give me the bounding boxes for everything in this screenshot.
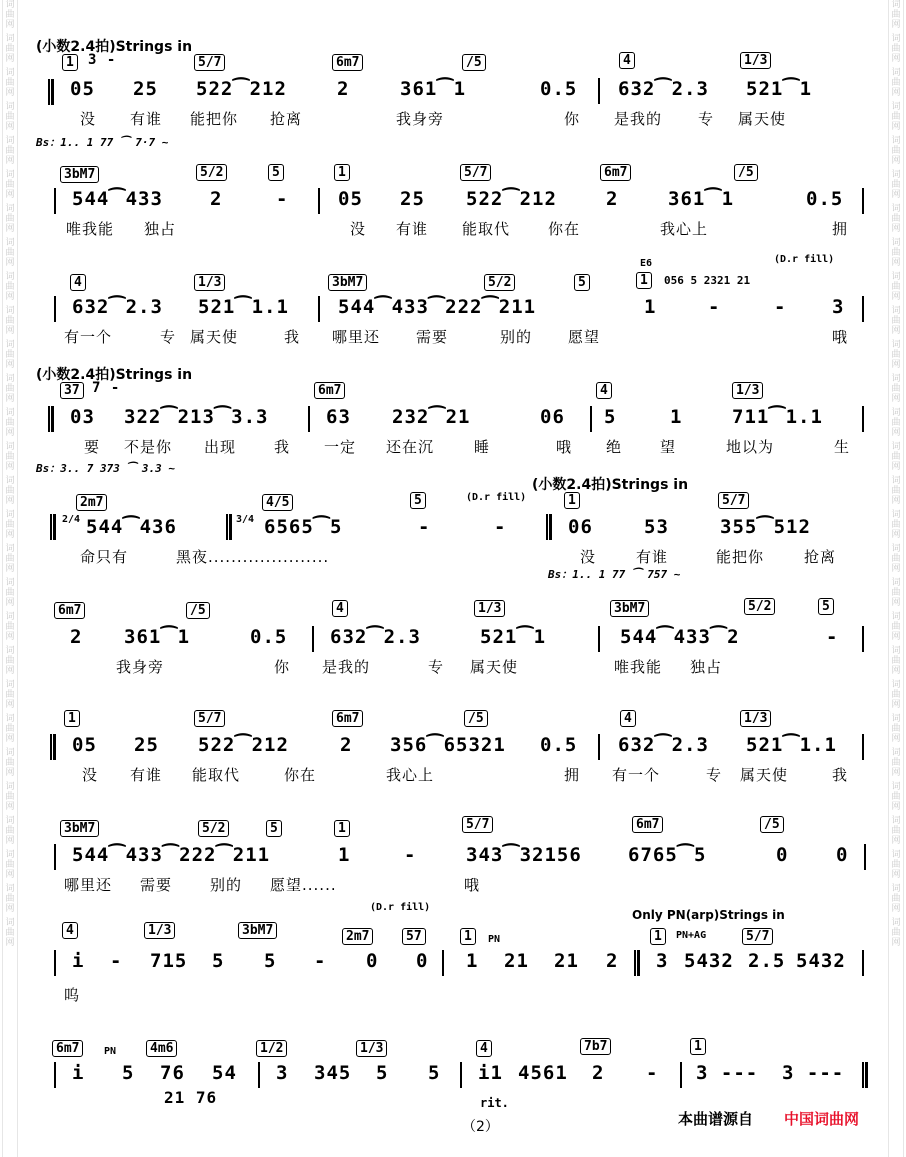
note-group: 6765⁀5 — [628, 844, 707, 866]
lyric: 我身旁 — [116, 658, 165, 676]
repeat-barline — [634, 950, 640, 976]
note-group: 25 — [133, 78, 158, 100]
barline — [54, 1062, 56, 1088]
barline — [442, 950, 444, 976]
chord-symbol: 6m7 — [332, 710, 363, 727]
time-signature: 3/4 — [236, 514, 255, 525]
lyric: 地以为 — [726, 438, 775, 456]
lyric: 需要 — [140, 876, 173, 894]
note-group: 521⁀1.1 — [746, 734, 837, 756]
chord-symbol: 3bM7 — [60, 166, 99, 183]
note-group: 522⁀212 — [466, 188, 557, 210]
barline — [258, 1062, 260, 1088]
direction: Only PN(arp)Strings in — [632, 908, 785, 922]
note-group: - — [110, 950, 123, 972]
chord-symbol: 4 — [62, 922, 78, 939]
note-group: 3 --- — [782, 1062, 845, 1084]
chord-symbol: 6m7 — [314, 382, 345, 399]
lyric: 拥 — [832, 220, 849, 238]
score-row-7 — [0, 704, 906, 824]
score-row-10 — [0, 1028, 906, 1148]
chord-symbol: 4/5 — [262, 494, 293, 511]
lyric: 独占 — [690, 658, 723, 676]
note-group: 0 — [836, 844, 849, 866]
score-row-5 — [0, 474, 906, 594]
note-group: 5 — [376, 1062, 389, 1084]
lyric: 属天使 — [740, 766, 789, 784]
note-group: 21 — [554, 950, 579, 972]
note-group: - — [774, 296, 787, 318]
note-group: 544⁀433⁀222⁀211 — [338, 296, 537, 318]
chord-symbol: 1/3 — [740, 710, 771, 727]
lyric: 有谁 — [130, 766, 163, 784]
barline — [862, 296, 864, 322]
source-label: 本曲谱源自 — [678, 1110, 754, 1128]
time-signature: 2/4 — [62, 514, 81, 525]
lyric: 我心上 — [660, 220, 709, 238]
note-group: 5 — [264, 950, 277, 972]
lyric: 哦 — [832, 328, 849, 346]
chord-symbol: 5/2 — [484, 274, 515, 291]
note-group: - — [826, 626, 839, 648]
note-group: 632⁀2.3 — [330, 626, 421, 648]
barline — [54, 950, 56, 976]
lyric: 你在 — [548, 220, 581, 238]
note-group: 2 — [592, 1062, 605, 1084]
note-group: 5 — [604, 406, 617, 428]
note-group: 3 — [656, 950, 669, 972]
lyric: 属天使 — [470, 658, 519, 676]
chord-symbol: 5/7 — [718, 492, 749, 509]
lyric: 独占 — [144, 220, 177, 238]
lyric: 是我的 — [322, 658, 371, 676]
note-group: 356⁀65321 — [390, 734, 506, 756]
lyric: 你在 — [284, 766, 317, 784]
chord-symbol: /5 — [734, 164, 758, 181]
direction: (小数2.4拍)Strings in — [532, 477, 689, 493]
chord-symbol: 7b7 — [580, 1038, 611, 1055]
lyric: 抢离 — [804, 548, 837, 566]
direction: E6 — [640, 258, 653, 269]
chord-symbol: 5 — [266, 820, 282, 837]
score-row-1 — [0, 34, 906, 154]
barline — [54, 188, 56, 214]
chord-symbol: 5/7 — [462, 816, 493, 833]
direction: (D.r fill) — [370, 902, 431, 913]
lyric: 唯我能 — [66, 220, 115, 238]
score-row-3 — [0, 252, 906, 372]
note-group: 521⁀1 — [746, 78, 813, 100]
note-group: 0.5 — [540, 78, 578, 100]
lyric: 有一个 — [64, 328, 113, 346]
barline — [318, 296, 320, 322]
barline — [598, 78, 600, 104]
note-group: 544⁀436 — [86, 516, 177, 538]
lower-note-group: 21 76 — [164, 1088, 218, 1107]
note-group: 2 — [210, 188, 223, 210]
note-group: 521⁀1 — [480, 626, 547, 648]
note-group: 53 — [644, 516, 669, 538]
page-number: （2） — [462, 1119, 499, 1135]
lyric: 你 — [564, 110, 581, 128]
note-group: 632⁀2.3 — [618, 734, 709, 756]
note-group: 0.5 — [806, 188, 844, 210]
note-group: 355⁀512 — [720, 516, 811, 538]
lyric: 生 — [834, 438, 851, 456]
chord-symbol: 4 — [620, 710, 636, 727]
lyric: 专 — [706, 766, 723, 784]
lyric: 没 — [82, 766, 99, 784]
chord-symbol: 5 — [410, 492, 426, 509]
chord-symbol: 57 — [402, 928, 426, 945]
chord-symbol: 5/7 — [194, 710, 225, 727]
lyric: 睡 — [474, 438, 491, 456]
chord-symbol: 1 — [636, 272, 652, 289]
lyric: 有谁 — [636, 548, 669, 566]
note-group: 1 — [466, 950, 479, 972]
note-group: i1 — [478, 1062, 503, 1084]
chord-symbol: 4 — [596, 382, 612, 399]
note-group: 03 — [70, 406, 95, 428]
repeat-barline — [50, 514, 56, 540]
note-group: - — [314, 950, 327, 972]
note-group: 05 — [338, 188, 363, 210]
lyric: 我 — [274, 438, 291, 456]
lyric: 专 — [428, 658, 445, 676]
chord-symbol: 1 — [690, 1038, 706, 1055]
note-group: 63 — [326, 406, 351, 428]
lyric: 我 — [284, 328, 301, 346]
note-group: 4561 — [518, 1062, 568, 1084]
chord-symbol: 1 — [460, 928, 476, 945]
lyric: 愿望...... — [270, 876, 337, 894]
note-group: 3 --- — [696, 1062, 759, 1084]
note-group: - — [494, 516, 507, 538]
chord-symbol: 4 — [70, 274, 86, 291]
note-group: 632⁀2.3 — [72, 296, 163, 318]
chord-symbol: /5 — [186, 602, 210, 619]
score-row-4 — [0, 360, 906, 480]
note-group: - — [708, 296, 721, 318]
lyric: 一定 — [324, 438, 357, 456]
lyric: 有谁 — [130, 110, 163, 128]
note-group: 2 — [70, 626, 83, 648]
note-group: 2 — [340, 734, 353, 756]
note-group: 1 — [670, 406, 683, 428]
bass-line: Bs：1.. 1 77 ⁀ 7·7 ~ — [36, 136, 169, 149]
note-group: 232⁀21 — [392, 406, 471, 428]
repeat-barline — [48, 406, 54, 432]
lyric: 要 — [84, 438, 101, 456]
direction: PN+AG — [676, 930, 707, 941]
lyric: 我 — [832, 766, 849, 784]
lyric: 唯我能 — [614, 658, 663, 676]
chord-symbol: 1/3 — [740, 52, 771, 69]
chord-symbol: 5 — [268, 164, 284, 181]
direction: (D.r fill) — [774, 254, 835, 265]
note-group: 343⁀32156 — [466, 844, 582, 866]
direction: rit. — [480, 1096, 509, 1110]
barline — [460, 1062, 462, 1088]
note-group: 3 — [832, 296, 845, 318]
chord-symbol: 5/2 — [744, 598, 775, 615]
note-group: 21 — [504, 950, 529, 972]
note-group: 0 — [776, 844, 789, 866]
barline — [312, 626, 314, 652]
note-group: 361⁀1 — [124, 626, 191, 648]
note-group: 0.5 — [250, 626, 288, 648]
repeat-barline — [546, 514, 552, 540]
lyric: 抢离 — [270, 110, 303, 128]
lyric: 是我的 — [614, 110, 663, 128]
lyric: 出现 — [204, 438, 237, 456]
note-group: - — [646, 1062, 659, 1084]
chord-symbol: 2m7 — [342, 928, 373, 945]
note-group: 2 — [606, 188, 619, 210]
fill-notes: 056 5 2321 21 — [664, 274, 751, 287]
note-group: 0.5 — [540, 734, 578, 756]
final-barline — [862, 1062, 868, 1088]
barline — [862, 950, 864, 976]
chord-symbol: 1/2 — [256, 1040, 287, 1057]
lyric: 没 — [580, 548, 597, 566]
score-row-6 — [0, 596, 906, 716]
note-group: 05 — [70, 78, 95, 100]
direction: PN — [104, 1046, 117, 1057]
pickup-notes: 3 - — [88, 52, 117, 68]
note-group: 06 — [540, 406, 565, 428]
lyric: 哦 — [556, 438, 573, 456]
repeat-barline — [48, 79, 54, 105]
note-group: 2.5 — [748, 950, 786, 972]
note-group: 06 — [568, 516, 593, 538]
lyric: 没 — [350, 220, 367, 238]
note-group: 0 — [366, 950, 379, 972]
lyric: 有一个 — [612, 766, 661, 784]
note-group: 1 — [338, 844, 351, 866]
note-group: 25 — [134, 734, 159, 756]
note-group: 361⁀1 — [668, 188, 735, 210]
direction: (小数2.4拍)Strings in — [36, 39, 193, 55]
lyric: 有谁 — [396, 220, 429, 238]
note-group: - — [418, 516, 431, 538]
lyric: 还在沉 — [386, 438, 435, 456]
note-group: 1 — [644, 296, 657, 318]
note-group: 544⁀433⁀222⁀211 — [72, 844, 271, 866]
lyric: 能把你 — [190, 110, 239, 128]
lyric: 专 — [698, 110, 715, 128]
lyric: 别的 — [210, 876, 243, 894]
note-group: 544⁀433⁀2 — [620, 626, 740, 648]
barline — [54, 844, 56, 870]
note-group: 25 — [400, 188, 425, 210]
repeat-barline — [226, 514, 232, 540]
repeat-barline — [50, 734, 56, 760]
chord-symbol: 6m7 — [52, 1040, 83, 1057]
chord-symbol: 1/3 — [732, 382, 763, 399]
note-group: i — [72, 1062, 85, 1084]
lyric: 哪里还 — [332, 328, 381, 346]
lyric: 望 — [660, 438, 677, 456]
score-row-9 — [0, 900, 906, 1020]
chord-symbol: /5 — [464, 710, 488, 727]
lyric: 我身旁 — [396, 110, 445, 128]
barline — [318, 188, 320, 214]
chord-symbol: 1 — [64, 710, 80, 727]
bass-line: Bs：1.. 1 77 ⁀ 757 ~ — [548, 568, 681, 581]
chord-symbol: 37 — [60, 382, 84, 399]
barline — [862, 188, 864, 214]
watermark-left: 词曲网 词曲网 词曲网 词曲网 词曲网 词曲网 词曲网 词曲网 词曲网 词曲网 词曲网 词曲网 词曲网 词曲网 词曲网 词曲网 词曲网 词曲网 词曲网 词曲网 词曲网 词曲网 词曲网 词曲网 词曲网 词曲网 词曲网 词曲网 — [2, 0, 18, 1157]
lyric: 别的 — [500, 328, 533, 346]
chord-symbol: 5 — [818, 598, 834, 615]
lyric: 属天使 — [190, 328, 239, 346]
note-group: 2 — [337, 78, 350, 100]
barline — [864, 844, 866, 870]
chord-symbol: 1/3 — [194, 274, 225, 291]
lyric: 愿望 — [568, 328, 601, 346]
note-group: 05 — [72, 734, 97, 756]
pickup-notes: 7 - — [92, 380, 121, 396]
barline — [598, 734, 600, 760]
site-name[interactable]: 中国词曲网 — [784, 1110, 860, 1128]
barline — [862, 406, 864, 432]
note-group: 0 — [416, 950, 429, 972]
chord-symbol: 1 — [334, 820, 350, 837]
chord-symbol: /5 — [462, 54, 486, 71]
note-group: 5 — [428, 1062, 441, 1084]
note-group: 632⁀2.3 — [618, 78, 709, 100]
chord-symbol: 5/7 — [460, 164, 491, 181]
direction: (小数2.4拍)Strings in — [36, 367, 193, 383]
lyric: 哦 — [464, 876, 481, 894]
chord-symbol: 1 — [650, 928, 666, 945]
chord-symbol: 1 — [564, 492, 580, 509]
chord-symbol: 6m7 — [632, 816, 663, 833]
chord-symbol: 1 — [334, 164, 350, 181]
lyric: 能把你 — [716, 548, 765, 566]
note-group: 54 — [212, 1062, 237, 1084]
lyric: 你 — [274, 658, 291, 676]
note-group: 544⁀433 — [72, 188, 163, 210]
chord-symbol: 5 — [574, 274, 590, 291]
chord-symbol: 1/3 — [474, 600, 505, 617]
barline — [308, 406, 310, 432]
chord-symbol: 1 — [62, 54, 78, 71]
lyric: 哪里还 — [64, 876, 113, 894]
chord-symbol: 5/2 — [198, 820, 229, 837]
chord-symbol: 6m7 — [54, 602, 85, 619]
direction: (D.r fill) — [466, 492, 527, 503]
direction: PN — [488, 934, 501, 945]
note-group: 5 — [212, 950, 225, 972]
chord-symbol: 4 — [619, 52, 635, 69]
lyric: 不是你 — [124, 438, 173, 456]
chord-symbol: 3bM7 — [60, 820, 99, 837]
lyric: 绝 — [606, 438, 623, 456]
note-group: 5432 — [684, 950, 734, 972]
note-group: 2 — [606, 950, 619, 972]
lyric: 属天使 — [738, 110, 787, 128]
note-group: - — [404, 844, 417, 866]
note-group: 76 — [160, 1062, 185, 1084]
note-group: 521⁀1.1 — [198, 296, 289, 318]
chord-symbol: 4m6 — [146, 1040, 177, 1057]
chord-symbol: 5/7 — [742, 928, 773, 945]
note-group: 711⁀1.1 — [732, 406, 823, 428]
note-group: 5 — [122, 1062, 135, 1084]
chord-symbol: 4 — [476, 1040, 492, 1057]
note-group: 322⁀213⁀3.3 — [124, 406, 269, 428]
chord-symbol: 3bM7 — [610, 600, 649, 617]
chord-symbol: 5/7 — [194, 54, 225, 71]
lyric: 专 — [160, 328, 177, 346]
chord-symbol: 3bM7 — [238, 922, 277, 939]
bass-line: Bs：3.. 7 373 ⁀ 3.3 ~ — [36, 462, 176, 475]
barline — [862, 626, 864, 652]
lyric: 没 — [80, 110, 97, 128]
note-group: 5432 — [796, 950, 846, 972]
note-group: 361⁀1 — [400, 78, 467, 100]
lyric: 能取代 — [462, 220, 511, 238]
note-group: i — [72, 950, 85, 972]
barline — [54, 296, 56, 322]
chord-symbol: 2m7 — [76, 494, 107, 511]
note-group: 6565⁀5 — [264, 516, 343, 538]
lyric: 黑夜..................... — [176, 548, 330, 566]
note-group: 715 — [150, 950, 188, 972]
chord-symbol: 6m7 — [600, 164, 631, 181]
chord-symbol: /5 — [760, 816, 784, 833]
chord-symbol: 5/2 — [196, 164, 227, 181]
chord-symbol: 6m7 — [332, 54, 363, 71]
note-group: 522⁀212 — [198, 734, 289, 756]
lyric: 能取代 — [192, 766, 241, 784]
lyric: 拥 — [564, 766, 581, 784]
lyric: 需要 — [416, 328, 449, 346]
barline — [598, 626, 600, 652]
chord-symbol: 1/3 — [356, 1040, 387, 1057]
barline — [680, 1062, 682, 1088]
watermark-right: 词曲网 词曲网 词曲网 词曲网 词曲网 词曲网 词曲网 词曲网 词曲网 词曲网 词曲网 词曲网 词曲网 词曲网 词曲网 词曲网 词曲网 词曲网 词曲网 词曲网 词曲网 词曲网 词曲网 词曲网 词曲网 词曲网 词曲网 词曲网 — [888, 0, 904, 1157]
barline — [862, 734, 864, 760]
lyric: 我心上 — [386, 766, 435, 784]
note-group: - — [276, 188, 289, 210]
barline — [590, 406, 592, 432]
lyric: 呜 — [64, 986, 81, 1004]
note-group: 345 — [314, 1062, 352, 1084]
lyric: 命只有 — [80, 548, 129, 566]
note-group: 3 — [276, 1062, 289, 1084]
chord-symbol: 3bM7 — [328, 274, 367, 291]
note-group: 522⁀212 — [196, 78, 287, 100]
chord-symbol: 4 — [332, 600, 348, 617]
chord-symbol: 1/3 — [144, 922, 175, 939]
